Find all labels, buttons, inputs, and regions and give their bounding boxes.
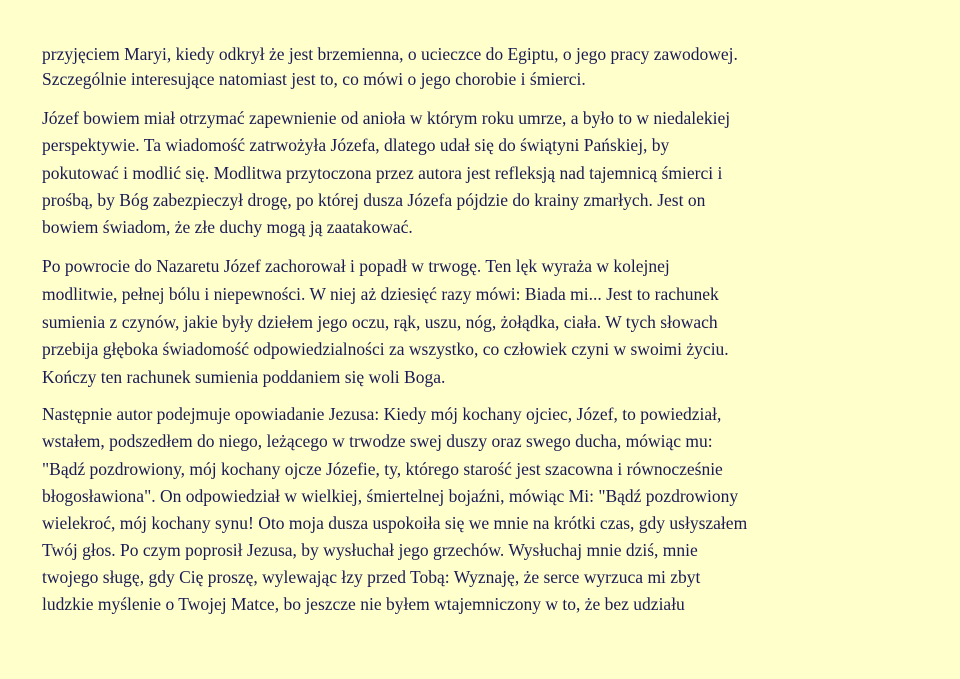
text-line: wielekroć, mój kochany synu! Oto moja dusza uspokoiła się we mnie na krótki czas, gdy usłyszałem — [42, 513, 748, 533]
text-line: perspektywie. Ta wiadomość zatrwożyła Józefa, dlatego udał się do świątyni Pańskiej, by — [42, 135, 670, 155]
text-line: Następnie autor podejmuje opowiadanie Jezusa: Kiedy mój kochany ojciec, Józef, to powiedział, — [42, 404, 722, 424]
text-line: Kończy ten rachunek sumienia poddaniem się woli Boga. — [42, 367, 446, 387]
text-line: Po powrocie do Nazaretu Józef zachorował i popadł w trwogę. Ten lęk wyraża w kolejnej — [42, 256, 670, 276]
text-line: prośbą, by Bóg zabezpieczył drogę, po której dusza Józefa pójdzie do krainy zmarłych. Jest on — [42, 190, 706, 210]
text-line: wstałem, podszedłem do niego, leżącego w trwodze swej duszy oraz swego ducha, mówiąc mu: — [42, 431, 713, 451]
text-line: ludzkie myślenie o Twojej Matce, bo jeszcze nie byłem wtajemniczony w to, że bez udziału — [42, 594, 685, 614]
text-line: "Bądź pozdrowiony, mój kochany ojcze Józefie, ty, którego starość jest szacowna i równocześnie — [42, 459, 723, 479]
text-line: pokutować i modlić się. Modlitwa przytoczona przez autora jest refleksją nad tajemnicą śmierci i — [42, 163, 723, 183]
text-line: Józef bowiem miał otrzymać zapewnienie od anioła w którym roku umrze, a było to w niedalekiej — [42, 108, 731, 128]
text-line: Szczególnie interesujące natomiast jest to, co mówi o jego chorobie i śmierci. — [42, 69, 586, 89]
text-line: modlitwie, pełnej bólu i niepewności. W niej aż dziesięć razy mówi: Biada mi... Jest to rachunek — [42, 284, 719, 304]
text-line: Twój głos. Po czym poprosił Jezusa, by wysłuchał jego grzechów. Wysłuchaj mnie dziś, mnie — [42, 540, 698, 560]
text-line: bowiem świadom, że złe duchy mogą ją zaatakować. — [42, 217, 413, 237]
text-line: sumienia z czynów, jakie były dziełem jego oczu, rąk, uszu, nóg, żołądka, ciała. W tych słowach — [42, 312, 718, 332]
text-line: przyjęciem Maryi, kiedy odkrył że jest brzemienna, o ucieczce do Egiptu, o jego pracy zawodowej. — [42, 44, 738, 64]
text-line: błogosławiona". On odpowiedział w wielkiej, śmiertelnej bojaźni, mówiąc Mi: "Bądź pozdrowiony — [42, 486, 739, 506]
text-line: twojego sługę, gdy Cię proszę, wylewając łzy przed Tobą: Wyznaję, że serce wyrzuca mi zbyt — [42, 567, 701, 587]
text-line: przebija głęboka świadomość odpowiedzialności za wszystko, co człowiek czyni w swoimi życiu. — [42, 339, 729, 359]
